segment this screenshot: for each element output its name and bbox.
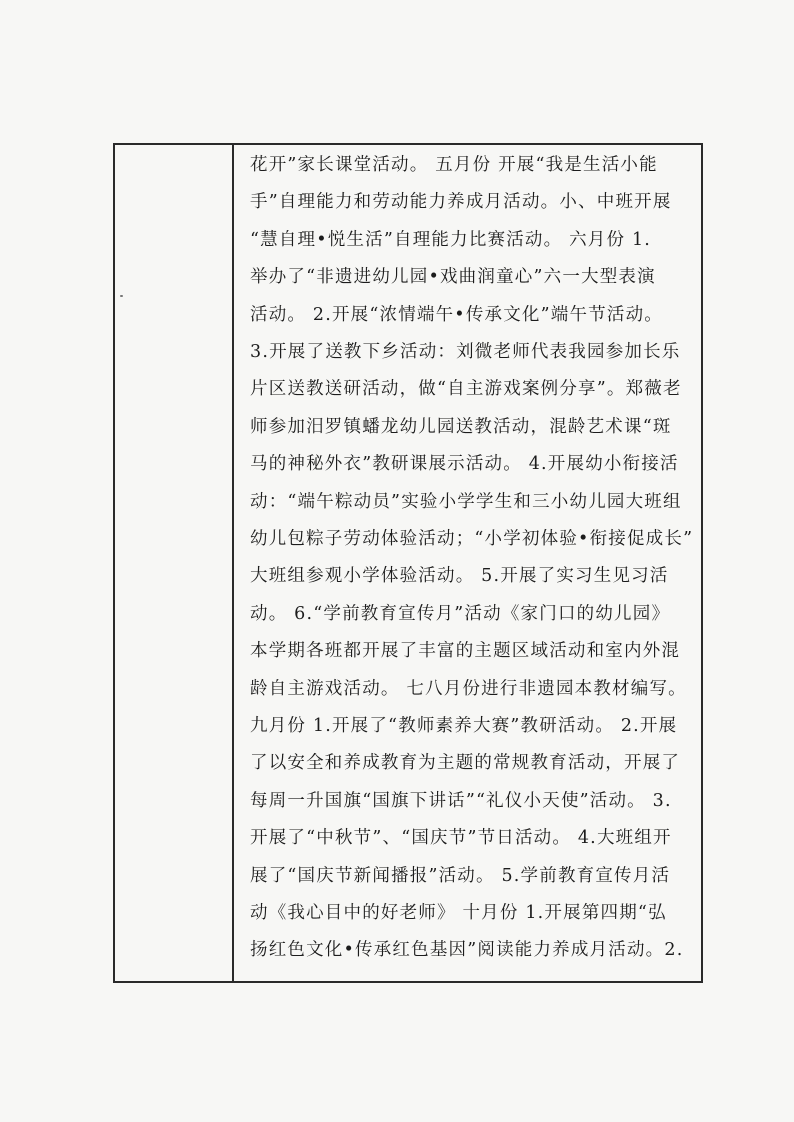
- table-content-cell: [236, 145, 701, 981]
- text-line: 花开”家长课堂活动。 五月份 开展“我是生活小能: [250, 155, 658, 175]
- text-line: 片区送教送研活动，做“自主游戏案例分享”。郑薇老: [250, 379, 682, 399]
- text-line: 扬红色文化•传承红色基因”阅读能力养成月活动。2.: [250, 940, 684, 960]
- text-line: 每周一升国旗“国旗下讲话”“礼仪小天使”活动。 3.: [250, 791, 672, 811]
- text-line: 师参加汨罗镇蟠龙幼儿园送教活动，混龄艺术课“斑: [250, 417, 672, 437]
- text-line: 开展了“中秋节”、“国庆节”节日活动。 4.大班组开: [250, 828, 672, 848]
- text-line: 手”自理能力和劳动能力养成月活动。小、中班开展: [250, 192, 672, 212]
- text-line: 马的神秘外衣”教研课展示活动。 4.开展幼小衔接活: [250, 454, 679, 474]
- text-line: 展了“国庆节新闻播报”活动。 5.学前教育宣传月活: [250, 866, 671, 886]
- text-line: 九月份 1.开展了“教师素养大赛”教研活动。 2.开展: [250, 716, 678, 736]
- text-line: 动《我心目中的好老师》 十月份 1.开展第四期“弘: [250, 903, 667, 923]
- text-line: 举办了“非遗进幼儿园•戏曲润童心”六一大型表演: [250, 267, 656, 287]
- text-line: 动：“端午粽动员”实验小学学生和三小幼儿园大班组: [250, 492, 682, 512]
- text-line: 幼儿包粽子劳动体验活动；“小学初体验•衔接促成长”: [250, 529, 694, 549]
- table-label-column: [115, 145, 234, 981]
- text-line: 了以安全和养成教育为主题的常规教育活动，开展了: [250, 753, 681, 773]
- text-line: 龄自主游戏活动。 七八月份进行非遗园本教材编写。: [250, 679, 687, 699]
- report-table: [113, 143, 703, 983]
- text-line: 动。 6.“学前教育宣传月”活动《家门口的幼儿园》: [250, 604, 671, 624]
- text-line: 3.开展了送教下乡活动：刘微老师代表我园参加长乐: [250, 342, 681, 362]
- text-line: 大班组参观小学体验活动。 5.开展了实习生见习活: [250, 566, 669, 586]
- text-line: 活动。 2.开展“浓情端午•传承文化”端午节活动。: [250, 305, 663, 325]
- text-line: 本学期各班都开展了丰富的主题区域活动和室内外混: [250, 641, 681, 661]
- text-line: “慧自理•悦生活”自理能力比赛活动。 六月份 1.: [250, 230, 652, 250]
